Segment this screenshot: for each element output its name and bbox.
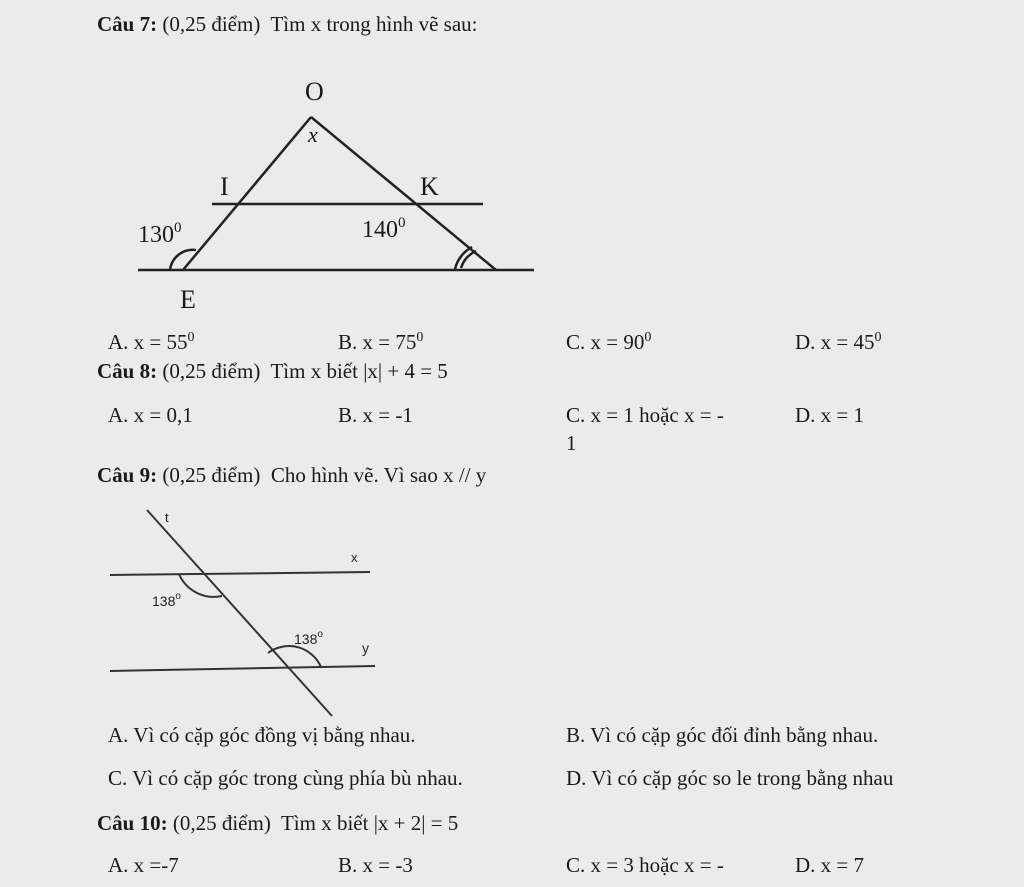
label-y: y [362,640,369,656]
triangle-side-ok [311,117,496,270]
angle-label-130: $130^0$ [138,220,182,248]
question-prompt: Tìm x trong hình vẽ sau: [270,12,478,36]
label-e: E [180,285,196,314]
triangle-figure [120,72,550,317]
question-7-header [97,12,478,37]
line-y [110,666,375,671]
question-label: Câu 10: [97,811,168,835]
parallel-lines-figure [100,500,390,720]
question-points: (0,25 điểm) [162,463,261,487]
option-9c[interactable]: C. Vì có cặp góc trong cùng phía bù nhau. [108,766,463,790]
label-o: O [305,77,324,106]
label-x: x [308,122,318,147]
option-10d[interactable]: D. x = 7 [795,853,865,877]
option-10b[interactable]: B. x = -3 [338,853,413,877]
transversal-t [147,510,332,716]
option-7b[interactable]: B. $x = 75^0$ [338,330,424,354]
label-t: t [165,510,169,525]
question-points: (0,25 điểm) [172,811,271,835]
question-8-header [97,359,448,384]
option-7d[interactable]: D. $x = 45^0$ [795,330,882,354]
angle-arc-right-2 [455,247,472,269]
option-7a[interactable]: A. $x = 55^0$ [108,330,195,354]
option-8c[interactable]: C. x = 1 hoặc x = - [566,403,724,427]
angle-label-138-top: 138$^o$ [152,591,181,609]
question-9-header [97,463,486,488]
option-9d[interactable]: D. Vì có cặp góc so le trong bằng nhau [566,766,894,790]
label-k: K [420,172,439,201]
option-7c[interactable]: C. $x = 90^0$ [566,330,652,354]
option-8c-continued: 1 [566,431,577,455]
question-prompt: Tìm x biết |x| + 4 = 5 [270,359,448,383]
angle-arc-bottom [268,646,321,667]
question-prompt: Cho hình vẽ. Vì sao x // y [270,463,487,487]
label-x: x [351,550,358,565]
question-10-header [97,811,458,836]
line-x [110,572,370,575]
option-10c[interactable]: C. x = 3 hoặc x = - [566,853,724,877]
triangle-side-oe [183,117,311,270]
question-points: (0,25 điểm) [162,359,261,383]
label-i: I [220,172,229,201]
option-8d[interactable]: D. x = 1 [795,403,865,427]
option-9a[interactable]: A. Vì có cặp góc đồng vị bằng nhau. [108,723,416,747]
option-9b[interactable]: B. Vì có cặp góc đối đỉnh bằng nhau. [566,723,879,747]
question-label: Câu 9: [97,463,158,487]
question-prompt: Tìm x biết |x + 2| = 5 [280,811,459,835]
question-points: (0,25 điểm) [162,12,261,36]
question-label: Câu 7: [97,12,158,36]
angle-label-138-bottom: 138$^o$ [294,629,323,647]
question-label: Câu 8: [97,359,158,383]
angle-label-140: $140^0$ [362,215,406,243]
option-8b[interactable]: B. x = -1 [338,403,413,427]
option-8a[interactable]: A. x = 0,1 [108,403,193,427]
option-10a[interactable]: A. x =-7 [108,853,179,877]
